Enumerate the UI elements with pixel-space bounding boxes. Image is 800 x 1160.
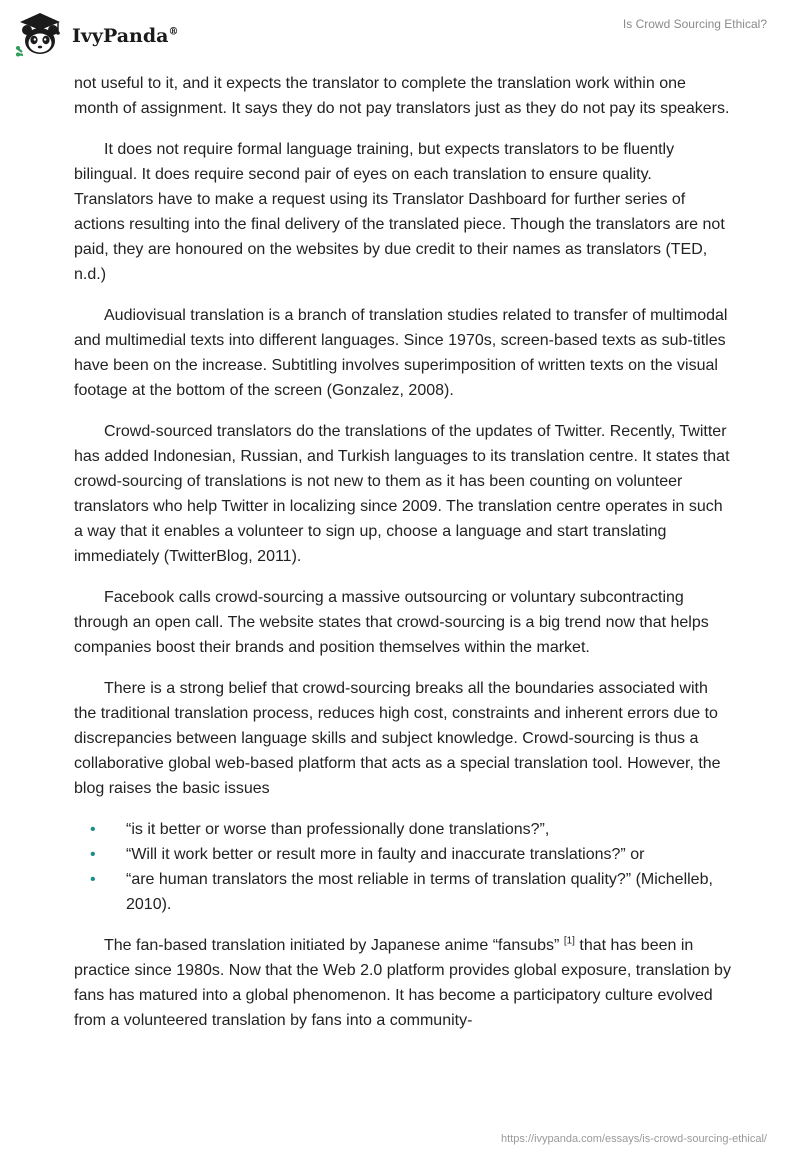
bullet-icon: • xyxy=(90,821,96,838)
list-item-text: “are human translators the most reliable in terms of translation quality?” (Michelleb, 2010). xyxy=(126,871,713,913)
paragraph: Facebook calls crowd-sourcing a massive outsourcing or voluntary subcontracting through an open call. The website states that crowd-sourcing is a big trend now that helps companies boost their brands and position themselves within the market. xyxy=(74,589,709,656)
paragraph: There is a strong belief that crowd-sourcing breaks all the boundaries associated with the traditional translation process, reduces high cost, constraints and inherent errors due to discrepancies between language skills and subject knowledge. Crowd-sourcing is thus a collaborative global web-based platform that acts as a special translation tool. However, the blog raises the basic issues xyxy=(74,680,721,797)
essay-body xyxy=(74,71,734,1049)
paragraph: It does not require formal language training, but expects translators to be fluently bilingual. It does require second pair of eyes on each translation to ensure quality. Translators have to make a request using its Translator Dashboard for further series of actions resulting into the final delivery of the translated piece. Though the translators are not paid, they are honoured on the websites by due credit to their names as translators (TED, n.d.) xyxy=(74,141,725,283)
panda-graduate-icon xyxy=(14,8,66,60)
paragraph xyxy=(74,933,734,1033)
paragraph: Audiovisual translation is a branch of translation studies related to transfer of multimodal and multimedial texts into different languages. Since 1970s, screen-based texts as sub-titles have been on the increase. Subtitling involves superimposition of written texts on the visual footage at the bottom of the screen (Gonzalez, 2008). xyxy=(74,307,728,399)
list-item xyxy=(74,867,734,917)
ivypanda-logo[interactable] xyxy=(14,8,178,60)
list-item xyxy=(74,817,734,842)
list-item-text: “is it better or worse than professionally done translations?”, xyxy=(126,821,550,838)
paragraph: not useful to it, and it expects the translator to complete the translation work within one month of assignment. It says they do not pay translators just as they do not pay its speakers. xyxy=(74,75,730,117)
list-item xyxy=(74,842,734,867)
paragraph-text: that has been in practice since 1980s. Now that the Web 2.0 platform provides global exposure, translation by fans has matured into a global phenomenon. It has become a participatory culture evolved from a volunteered translation by fans into a community- xyxy=(74,937,731,1029)
footnote-link[interactable]: [1] xyxy=(563,935,575,947)
paragraph-text: The fan-based translation initiated by Japanese anime “fansubs” xyxy=(104,937,560,954)
page-header xyxy=(0,0,800,70)
paragraph: Crowd-sourced translators do the translations of the updates of Twitter. Recently, Twitter has added Indonesian, Russian, and Turkish languages to its translation centre. It states that crowd-sourcing of translations is not new to them as it has been counting on volunteer translators who help Twitter in localizing since 2009. The translation centre operates in such a way that it enables a volunteer to sign up, choose a language and start translating immediately (TwitterBlog, 2011). xyxy=(74,423,730,565)
source-url[interactable]: https://ivypanda.com/essays/is-crowd-sourcing-ethical/ xyxy=(501,1133,767,1145)
document-title: Is Crowd Sourcing Ethical? xyxy=(622,17,767,31)
bullet-icon: • xyxy=(90,846,96,863)
brand-name: IvyPanda® xyxy=(72,25,179,47)
list-item-text: “Will it work better or result more in faulty and inaccurate translations?” or xyxy=(126,846,645,863)
bullet-icon: • xyxy=(90,871,96,888)
registered-mark: ® xyxy=(168,26,179,38)
issues-list xyxy=(74,817,734,917)
